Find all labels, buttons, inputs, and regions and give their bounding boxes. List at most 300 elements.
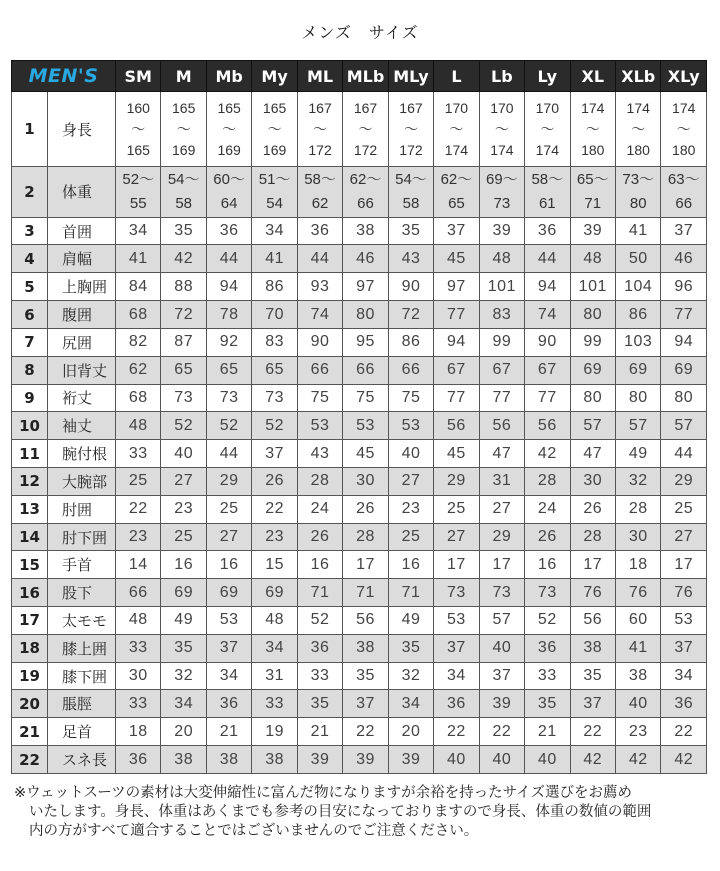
measurement-cell: 72 <box>388 301 433 329</box>
row-number: 14 <box>12 523 48 551</box>
measurement-cell: 76 <box>661 579 707 607</box>
size-header-xl: XL <box>570 61 615 92</box>
measurement-cell: 70 <box>252 301 297 329</box>
measurement-cell: 29 <box>661 467 707 495</box>
measurement-cell: 94 <box>661 328 707 356</box>
weight-min: 63～ <box>667 170 700 188</box>
measurement-cell: 42 <box>661 746 707 774</box>
measurement-cell: 36 <box>525 217 570 245</box>
measurement-cell: 65 <box>206 356 251 384</box>
weight-max: 55 <box>129 194 147 212</box>
measurement-cell: 74 <box>525 301 570 329</box>
measurement-cell: 49 <box>388 607 433 635</box>
measurement-cell: 30 <box>616 523 661 551</box>
measurement-cell: 42 <box>616 746 661 774</box>
measurement-cell: 40 <box>161 440 206 468</box>
measurement-cell: 35 <box>388 634 433 662</box>
measurement-cell: 16 <box>297 551 342 579</box>
measurement-cell: 23 <box>161 495 206 523</box>
range-tilde: ～ <box>585 120 600 137</box>
measurement-cell: 25 <box>661 495 707 523</box>
measurement-cell: 68 <box>116 301 161 329</box>
measurement-cell: 23 <box>252 523 297 551</box>
measurement-cell: 69 <box>570 356 615 384</box>
measurement-cell: 57 <box>570 412 615 440</box>
measurement-cell: 95 <box>343 328 388 356</box>
height-max: 165 <box>126 141 150 158</box>
measurement-cell: 45 <box>434 440 479 468</box>
weight-max: 66 <box>675 194 693 212</box>
row-number: 7 <box>12 328 48 356</box>
measurement-cell: 80 <box>661 384 707 412</box>
row-number: 21 <box>12 718 48 746</box>
size-header-mlb: MLb <box>343 61 388 92</box>
measurement-cell: 84 <box>116 273 161 301</box>
range-tilde: ～ <box>631 120 646 137</box>
measurement-cell: 26 <box>297 523 342 551</box>
row-label: 太モモ <box>48 607 116 635</box>
weight-range-cell <box>297 167 342 217</box>
size-table <box>11 60 707 774</box>
measurement-cell: 53 <box>661 607 707 635</box>
measurement-cell: 75 <box>297 384 342 412</box>
measurement-cell: 39 <box>479 690 524 718</box>
row-number: 5 <box>12 273 48 301</box>
measurement-cell: 94 <box>525 273 570 301</box>
measurement-cell: 25 <box>434 495 479 523</box>
measurement-cell: 22 <box>434 718 479 746</box>
measurement-cell: 56 <box>434 412 479 440</box>
measurement-cell: 41 <box>616 634 661 662</box>
height-max: 169 <box>262 141 287 158</box>
measurement-cell: 83 <box>479 301 524 329</box>
height-min: 165 <box>172 99 196 116</box>
height-range-cell <box>297 92 342 167</box>
measurement-cell: 34 <box>252 634 297 662</box>
measurement-cell: 67 <box>479 356 524 384</box>
measurement-cell: 47 <box>570 440 615 468</box>
height-min: 167 <box>308 99 332 116</box>
measurement-cell: 65 <box>252 356 297 384</box>
row-label: 股下 <box>48 579 116 607</box>
row-label: 旧背丈 <box>48 356 116 384</box>
weight-min: 54～ <box>395 170 427 188</box>
height-range-cell <box>116 92 161 167</box>
row-number: 1 <box>12 92 48 167</box>
measurement-cell: 37 <box>343 690 388 718</box>
height-range-cell <box>343 92 388 167</box>
weight-min: 60～ <box>213 170 245 188</box>
table-row <box>12 551 707 579</box>
measurement-cell: 28 <box>297 467 342 495</box>
measurement-cell: 20 <box>161 718 206 746</box>
measurement-cell: 39 <box>343 746 388 774</box>
measurement-cell: 37 <box>661 634 707 662</box>
table-row <box>12 92 707 167</box>
measurement-cell: 17 <box>479 551 524 579</box>
measurement-cell: 29 <box>434 467 479 495</box>
height-min: 174 <box>626 99 650 116</box>
height-min: 170 <box>535 99 559 116</box>
measurement-cell: 38 <box>252 746 297 774</box>
table-row <box>12 356 707 384</box>
table-row <box>12 412 707 440</box>
measurement-cell: 80 <box>570 301 615 329</box>
measurement-cell: 25 <box>116 467 161 495</box>
measurement-cell: 42 <box>525 440 570 468</box>
measurement-cell: 43 <box>297 440 342 468</box>
size-header-xlb: XLb <box>616 61 661 92</box>
measurement-cell: 49 <box>616 440 661 468</box>
table-row <box>12 467 707 495</box>
height-range-cell <box>661 92 707 167</box>
measurement-cell: 17 <box>343 551 388 579</box>
measurement-cell: 30 <box>343 467 388 495</box>
measurement-cell: 69 <box>161 579 206 607</box>
measurement-cell: 77 <box>525 384 570 412</box>
height-range-cell <box>252 92 297 167</box>
weight-range-cell <box>616 167 661 217</box>
size-header-mb: Mb <box>206 61 251 92</box>
row-label: 身長 <box>48 92 116 167</box>
range-tilde: ～ <box>222 120 237 137</box>
measurement-cell: 28 <box>616 495 661 523</box>
measurement-cell: 35 <box>525 690 570 718</box>
measurement-cell: 32 <box>616 467 661 495</box>
height-range-cell <box>616 92 661 167</box>
row-number: 8 <box>12 356 48 384</box>
measurement-cell: 69 <box>661 356 707 384</box>
measurement-cell: 52 <box>161 412 206 440</box>
measurement-cell: 47 <box>479 440 524 468</box>
measurement-cell: 66 <box>388 356 433 384</box>
measurement-cell: 34 <box>661 662 707 690</box>
measurement-cell: 17 <box>661 551 707 579</box>
measurement-cell: 27 <box>161 467 206 495</box>
measurement-cell: 35 <box>297 690 342 718</box>
measurement-cell: 62 <box>116 356 161 384</box>
weight-range-cell <box>434 167 479 217</box>
measurement-cell: 71 <box>297 579 342 607</box>
size-header-l: L <box>434 61 479 92</box>
measurement-cell: 19 <box>252 718 297 746</box>
measurement-cell: 23 <box>388 495 433 523</box>
measurement-cell: 53 <box>388 412 433 440</box>
measurement-cell: 71 <box>343 579 388 607</box>
range-tilde: ～ <box>131 120 146 137</box>
measurement-cell: 37 <box>661 217 707 245</box>
measurement-cell: 34 <box>116 217 161 245</box>
height-range-cell <box>206 92 251 167</box>
row-label: 大腕部 <box>48 467 116 495</box>
measurement-cell: 57 <box>479 607 524 635</box>
height-min: 170 <box>490 99 514 116</box>
measurement-cell: 48 <box>570 245 615 273</box>
height-max: 174 <box>490 141 514 158</box>
measurement-cell: 36 <box>116 746 161 774</box>
row-label: 腹囲 <box>48 301 116 329</box>
height-range-cell <box>570 92 615 167</box>
measurement-cell: 35 <box>161 634 206 662</box>
measurement-cell: 38 <box>616 662 661 690</box>
footnote-line: 内の方がすべて適合することではございませんのでご注意ください。 <box>29 823 479 839</box>
height-max: 180 <box>581 141 605 158</box>
measurement-cell: 78 <box>206 301 251 329</box>
measurement-cell: 30 <box>116 662 161 690</box>
measurement-cell: 44 <box>661 440 707 468</box>
weight-range-cell <box>161 167 206 217</box>
measurement-cell: 26 <box>252 467 297 495</box>
row-label: 膝下囲 <box>48 662 116 690</box>
measurement-cell: 37 <box>434 634 479 662</box>
measurement-cell: 90 <box>388 273 433 301</box>
weight-min: 58～ <box>304 170 336 188</box>
measurement-cell: 27 <box>206 523 251 551</box>
measurement-cell: 97 <box>434 273 479 301</box>
measurement-cell: 57 <box>616 412 661 440</box>
measurement-cell: 37 <box>206 634 251 662</box>
table-row <box>12 607 707 635</box>
measurement-cell: 66 <box>343 356 388 384</box>
measurement-cell: 73 <box>479 579 524 607</box>
measurement-cell: 50 <box>616 245 661 273</box>
measurement-cell: 35 <box>570 662 615 690</box>
measurement-cell: 43 <box>388 245 433 273</box>
range-tilde: ～ <box>313 120 328 137</box>
table-row <box>12 690 707 718</box>
measurement-cell: 75 <box>388 384 433 412</box>
measurement-cell: 53 <box>343 412 388 440</box>
row-number: 12 <box>12 467 48 495</box>
table-row <box>12 384 707 412</box>
height-max: 172 <box>399 141 423 158</box>
measurement-cell: 94 <box>206 273 251 301</box>
measurement-cell: 40 <box>434 746 479 774</box>
weight-max: 54 <box>266 194 283 212</box>
range-tilde: ～ <box>267 120 282 137</box>
measurement-cell: 56 <box>525 412 570 440</box>
row-label: 体重 <box>48 167 116 217</box>
measurement-cell: 73 <box>525 579 570 607</box>
measurement-cell: 14 <box>116 551 161 579</box>
row-number: 15 <box>12 551 48 579</box>
table-row <box>12 579 707 607</box>
measurement-cell: 42 <box>570 746 615 774</box>
measurement-cell: 21 <box>206 718 251 746</box>
table-row <box>12 718 707 746</box>
measurement-cell: 25 <box>206 495 251 523</box>
measurement-cell: 80 <box>343 301 388 329</box>
measurement-cell: 68 <box>116 384 161 412</box>
measurement-cell: 77 <box>434 384 479 412</box>
measurement-cell: 39 <box>388 746 433 774</box>
height-max: 172 <box>308 141 332 158</box>
measurement-cell: 41 <box>616 217 661 245</box>
measurement-cell: 23 <box>116 523 161 551</box>
row-label: 足首 <box>48 718 116 746</box>
measurement-cell: 32 <box>388 662 433 690</box>
row-label: 首囲 <box>48 217 116 245</box>
measurement-cell: 96 <box>661 273 707 301</box>
range-tilde: ～ <box>176 120 191 137</box>
measurement-cell: 34 <box>388 690 433 718</box>
footnote-line: ※ウェットスーツの素材は大変伸縮性に富んだ物になりますが余裕を持ったサイズ選びをお薦め <box>14 785 632 801</box>
weight-min: 51～ <box>258 170 291 188</box>
height-max: 172 <box>353 141 378 158</box>
measurement-cell: 22 <box>252 495 297 523</box>
range-tilde: ～ <box>449 120 464 137</box>
measurement-cell: 99 <box>479 328 524 356</box>
measurement-cell: 32 <box>161 662 206 690</box>
measurement-cell: 56 <box>343 607 388 635</box>
measurement-cell: 21 <box>297 718 342 746</box>
measurement-cell: 73 <box>434 579 479 607</box>
measurement-cell: 16 <box>206 551 251 579</box>
table-row <box>12 662 707 690</box>
size-header-ml: ML <box>297 61 342 92</box>
measurement-cell: 38 <box>343 217 388 245</box>
measurement-cell: 16 <box>388 551 433 579</box>
measurement-cell: 37 <box>252 440 297 468</box>
measurement-cell: 24 <box>297 495 342 523</box>
measurement-cell: 52 <box>297 607 342 635</box>
measurement-cell: 80 <box>616 384 661 412</box>
weight-range-cell <box>388 167 433 217</box>
range-tilde: ～ <box>676 120 691 137</box>
weight-max: 61 <box>538 194 556 212</box>
table-row <box>12 301 707 329</box>
height-min: 174 <box>581 99 605 116</box>
measurement-cell: 44 <box>206 440 251 468</box>
size-header-my: My <box>252 61 297 92</box>
weight-range-cell <box>479 167 524 217</box>
measurement-cell: 22 <box>479 718 524 746</box>
measurement-cell: 48 <box>479 245 524 273</box>
measurement-cell: 37 <box>479 662 524 690</box>
weight-max: 58 <box>402 194 420 212</box>
height-max: 180 <box>626 141 650 158</box>
weight-min: 52～ <box>122 170 155 188</box>
measurement-cell: 28 <box>343 523 388 551</box>
measurement-cell: 15 <box>252 551 297 579</box>
measurement-cell: 69 <box>616 356 661 384</box>
weight-min: 54～ <box>167 170 200 188</box>
row-label: 腕付根 <box>48 440 116 468</box>
weight-min: 58～ <box>531 170 564 188</box>
measurement-cell: 38 <box>206 746 251 774</box>
measurement-cell: 37 <box>570 690 615 718</box>
row-label: 上胸囲 <box>48 273 116 301</box>
measurement-cell: 34 <box>206 662 251 690</box>
measurement-cell: 30 <box>570 467 615 495</box>
measurement-cell: 36 <box>434 690 479 718</box>
weight-max: 66 <box>357 194 374 212</box>
measurement-cell: 31 <box>252 662 297 690</box>
measurement-cell: 35 <box>343 662 388 690</box>
measurement-cell: 41 <box>252 245 297 273</box>
height-range-cell <box>479 92 524 167</box>
measurement-cell: 18 <box>116 718 161 746</box>
measurement-cell: 28 <box>570 523 615 551</box>
row-number: 13 <box>12 495 48 523</box>
measurement-cell: 36 <box>661 690 707 718</box>
measurement-cell: 22 <box>661 718 707 746</box>
measurement-cell: 40 <box>525 746 570 774</box>
measurement-cell: 36 <box>525 634 570 662</box>
measurement-cell: 53 <box>297 412 342 440</box>
brand-header: MEN'S <box>12 61 116 92</box>
measurement-cell: 33 <box>525 662 570 690</box>
measurement-cell: 40 <box>479 746 524 774</box>
row-number: 16 <box>12 579 48 607</box>
height-min: 170 <box>444 99 469 116</box>
measurement-cell: 52 <box>252 412 297 440</box>
row-number: 4 <box>12 245 48 273</box>
measurement-cell: 87 <box>161 328 206 356</box>
measurement-cell: 36 <box>206 690 251 718</box>
height-range-cell <box>388 92 433 167</box>
weight-min: 69～ <box>486 170 518 188</box>
measurement-cell: 44 <box>525 245 570 273</box>
measurement-cell: 83 <box>252 328 297 356</box>
height-max: 169 <box>217 141 241 158</box>
measurement-cell: 60 <box>616 607 661 635</box>
height-min: 167 <box>353 99 378 116</box>
row-label: 肘下囲 <box>48 523 116 551</box>
measurement-cell: 53 <box>434 607 479 635</box>
measurement-cell: 56 <box>570 607 615 635</box>
measurement-cell: 69 <box>206 579 251 607</box>
height-range-cell <box>161 92 206 167</box>
row-label: 膝上囲 <box>48 634 116 662</box>
measurement-cell: 36 <box>297 634 342 662</box>
size-header-m: M <box>161 61 206 92</box>
measurement-cell: 29 <box>479 523 524 551</box>
weight-max: 64 <box>220 194 238 212</box>
measurement-cell: 94 <box>434 328 479 356</box>
footnote <box>14 784 714 841</box>
measurement-cell: 44 <box>206 245 251 273</box>
measurement-cell: 28 <box>525 467 570 495</box>
measurement-cell: 86 <box>252 273 297 301</box>
measurement-cell: 33 <box>252 690 297 718</box>
row-label: 手首 <box>48 551 116 579</box>
footnote-line: いたします。身長、体重はあくまでも参考の目安になっておりますので身長、体重の数値の範囲 <box>29 804 652 820</box>
measurement-cell: 34 <box>161 690 206 718</box>
measurement-cell: 45 <box>343 440 388 468</box>
measurement-cell: 71 <box>388 579 433 607</box>
measurement-cell: 52 <box>525 607 570 635</box>
size-table-body <box>12 92 707 774</box>
measurement-cell: 27 <box>661 523 707 551</box>
measurement-cell: 17 <box>434 551 479 579</box>
table-row <box>12 217 707 245</box>
measurement-cell: 92 <box>206 328 251 356</box>
row-label: 袖丈 <box>48 412 116 440</box>
size-header-sm: SM <box>116 61 161 92</box>
measurement-cell: 75 <box>343 384 388 412</box>
measurement-cell: 49 <box>161 607 206 635</box>
size-header-row <box>12 61 707 92</box>
table-row <box>12 523 707 551</box>
measurement-cell: 39 <box>479 217 524 245</box>
measurement-cell: 31 <box>479 467 524 495</box>
measurement-cell: 76 <box>616 579 661 607</box>
measurement-cell: 48 <box>116 607 161 635</box>
measurement-cell: 24 <box>525 495 570 523</box>
weight-min: 62～ <box>440 170 473 188</box>
measurement-cell: 35 <box>388 217 433 245</box>
